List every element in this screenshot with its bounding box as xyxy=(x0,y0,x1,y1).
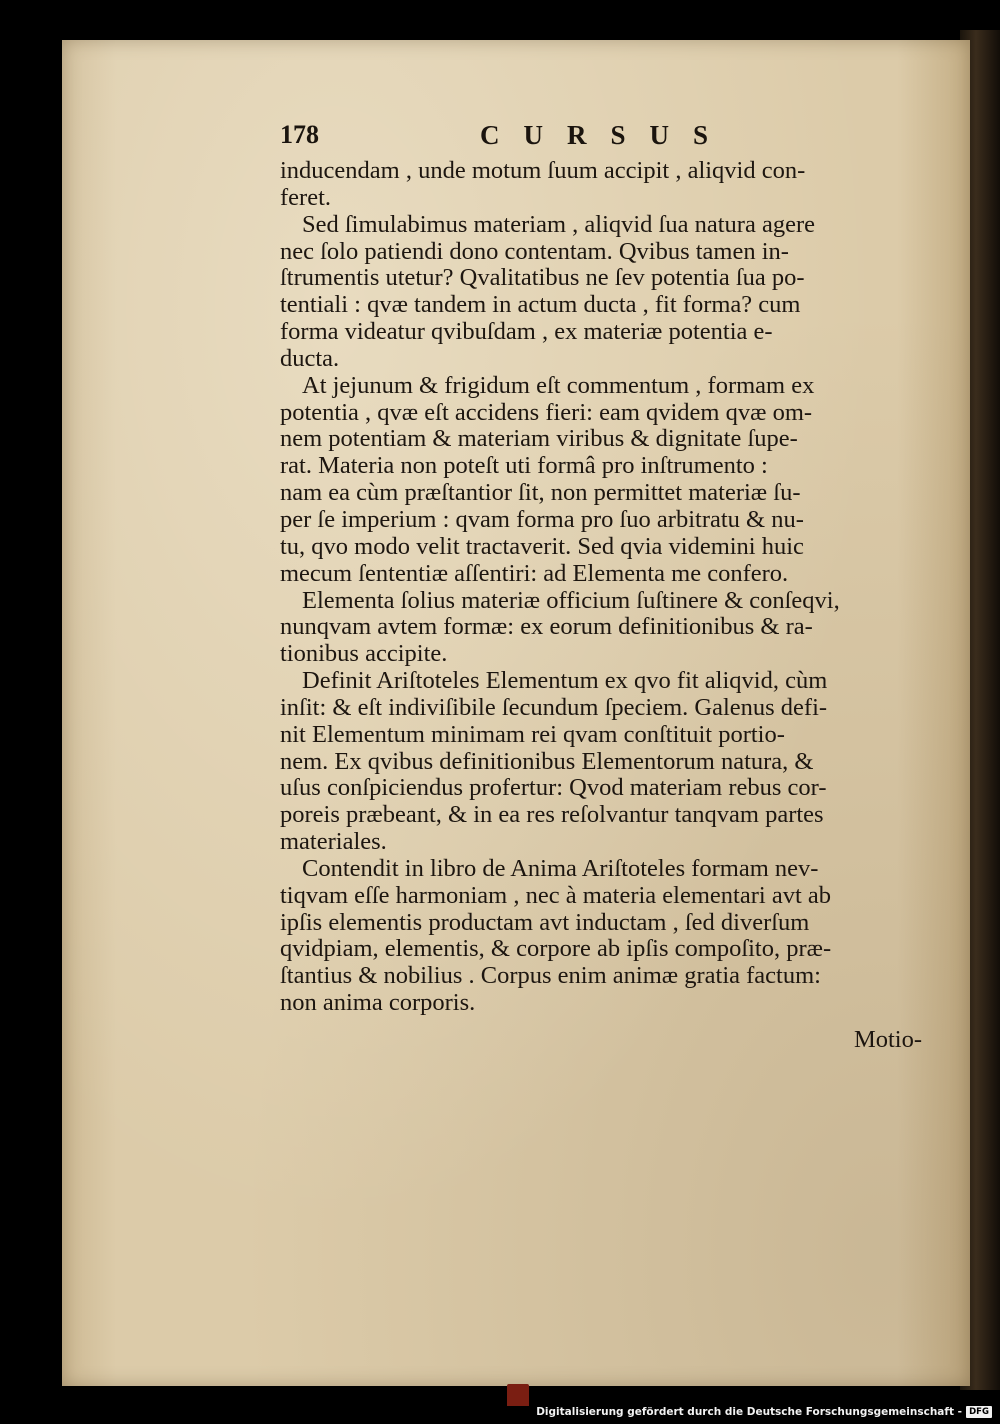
text-line: nunqvam avtem formæ: ex eorum definitionibus & ra- xyxy=(280,614,813,641)
text-block xyxy=(280,158,960,1054)
running-head xyxy=(280,120,940,154)
text-line: Definit Ariſtoteles Elementum ex qvo fit aliqvid, cùm xyxy=(302,668,828,695)
digitization-credit xyxy=(536,1405,992,1419)
text-line: nam ea cùm præſtantior ſit, non permittet materiæ ſu- xyxy=(280,480,801,507)
text-line: ducta. xyxy=(280,345,340,372)
dfg-logo: DFG xyxy=(966,1406,992,1418)
text-line: tiqvam eſſe harmoniam , nec à materia elementari avt ab xyxy=(280,882,831,909)
bookmark-ribbon xyxy=(507,1384,529,1406)
text-line: poreis præbeant, & in ea res reſolvantur tanqvam partes xyxy=(280,802,824,829)
text-line: tentiali : qvæ tandem in actum ducta , fit forma? cum xyxy=(280,292,801,319)
text-line: uſus conſpiciendus profertur: Qvod materiam rebus cor- xyxy=(280,775,827,802)
text-line: tionibus accipite. xyxy=(280,641,448,668)
credit-text: Digitalisierung gefördert durch die Deutsche Forschungsgemeinschaft - xyxy=(536,1406,962,1418)
text-line: non anima corporis. xyxy=(280,990,476,1017)
text-line: inducendam , unde motum ſuum accipit , aliqvid con- xyxy=(280,158,806,184)
text-line: At jejunum & frigidum eſt commentum , formam ex xyxy=(302,372,815,399)
text-line: rat. Materia non poteſt uti formâ pro inſtrumento : xyxy=(280,453,768,480)
text-line: nem. Ex qvibus definitionibus Elementorum natura, & xyxy=(280,748,814,775)
running-title: CURSUS xyxy=(480,120,733,150)
text-line: Elementa ſolius materiæ officium ſuſtinere & conſeqvi, xyxy=(302,587,840,614)
text-line: Sed ſimulabimus materiam , aliqvid ſua natura agere xyxy=(302,211,815,238)
text-line: Contendit in libro de Anima Ariſtoteles formam nev- xyxy=(302,855,819,882)
text-line: tu, qvo modo velit tractaverit. Sed qvia videmini huic xyxy=(280,533,804,560)
text-line: feret. xyxy=(280,184,331,211)
text-line: nec ſolo patiendi dono contentam. Qvibus tamen in- xyxy=(280,238,789,265)
text-line: ſtrumentis utetur? Qvalitatibus ne ſev potentia ſua po- xyxy=(280,265,805,292)
text-line: materiales. xyxy=(280,829,387,856)
text-line: ipſis elementis productam avt inductam , ſed diverſum xyxy=(280,909,810,936)
text-line: qvidpiam, elementis, & corpore ab ipſis compoſito, præ- xyxy=(280,936,832,963)
catchword: Motio- xyxy=(853,1027,922,1053)
text-line: nit Elementum minimam rei qvam conſtituit portio- xyxy=(280,721,785,748)
text-line: ſtantius & nobilius . Corpus enim animæ gratia factum: xyxy=(280,963,821,990)
text-line: per ſe imperium : qvam forma pro ſuo arbitratu & nu- xyxy=(280,506,804,533)
text-line: potentia , qvæ eſt accidens fieri: eam qvidem qvæ om- xyxy=(280,399,813,426)
text-line: forma videatur qvibuſdam , ex materiæ potentia e- xyxy=(280,319,773,346)
text-line: inſit: & eſt indiviſibile ſecundum ſpeciem. Galenus defi- xyxy=(280,694,828,721)
text-line: nem potentiam & materiam viribus & dignitate ſupe- xyxy=(280,426,798,453)
page-number: 178 xyxy=(280,120,319,149)
text-line: mecum ſententiæ aſſentiri: ad Elementa me confero. xyxy=(280,560,789,587)
